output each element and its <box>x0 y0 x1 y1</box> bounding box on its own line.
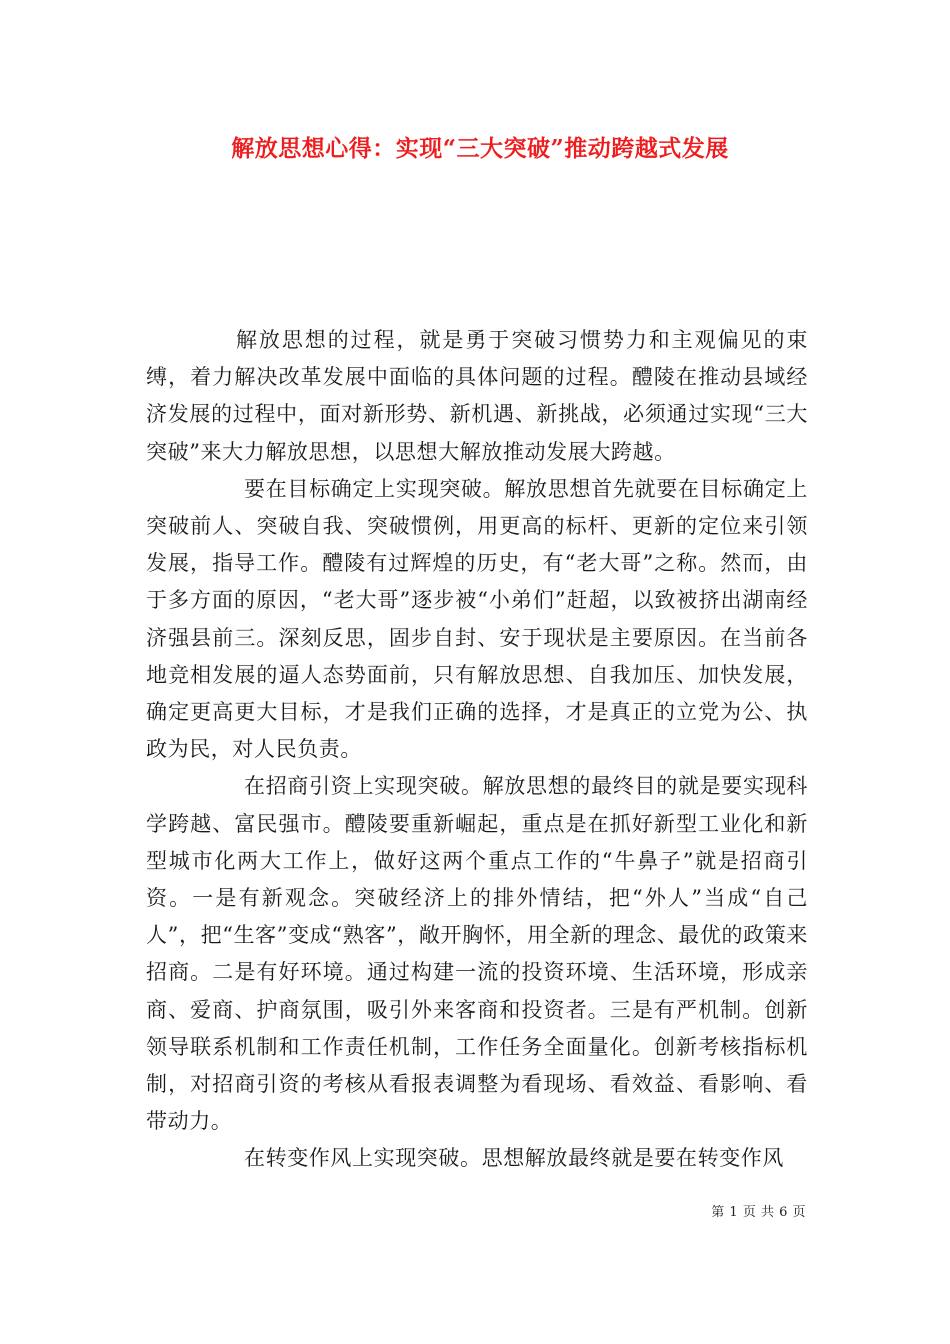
paragraph-4: 在转变作风上实现突破。思想解放最终就是要在转变作风 <box>244 1146 784 1171</box>
document-body <box>146 322 808 1178</box>
page-number-footer: 第 1 页 共 6 页 <box>711 1205 806 1220</box>
paragraph-1: 解放思想的过程，就是勇于突破习惯势力和主观偏见的束缚，着力解决改革发展中面临的具体问题的过程。醴陵在推动县域经济发展的过程中，面对新形势、新机遇、新挑战，必须通过实现“三大突破”来大力解放思想，以思想大解放推动发展大跨越。 <box>146 328 808 464</box>
paragraph-3: 在招商引资上实现突破。解放思想的最终目的就是要实现科学跨越、富民强市。醴陵要重新崛起，重点是在抓好新型工业化和新型城市化两大工作上，做好这两个重点工作的“牛鼻子”就是招商引资。一是有新观念。突破经济上的排外情结，把“外人”当成“自己人”，把“生客”变成“熟客”，敞开胸怀，用全新的理念、最优的政策来招商。二是有好环境。通过构建一流的投资环境、生活环境，形成亲商、爱商、护商氛围，吸引外来客商和投资者。三是有严机制。创新领导联系机制和工作责任机制，工作任务全面量化。创新考核指标机制，对招商引资的考核从看报表调整为看现场、看效益、看影响、看带动力。 <box>146 774 808 1134</box>
document-title: 解放思想心得：实现“三大突破”推动跨越式发展 <box>231 135 729 162</box>
paragraph-2: 要在目标确定上实现突破。解放思想首先就要在目标确定上突破前人、突破自我、突破惯例，用更高的标杆、更新的定位来引领发展，指导工作。醴陵有过辉煌的历史，有“老大哥”之称。然而，由于多方面的原因，“老大哥”逐步被“小弟们”赶超，以致被挤出湖南经济强县前三。深刻反思，固步自封、安于现状是主要原因。在当前各地竞相发展的逼人态势面前，只有解放思想、自我加压、加快发展，确定更高更大目标，才是我们正确的选择，才是真正的立党为公、执政为民，对人民负责。 <box>146 476 808 762</box>
